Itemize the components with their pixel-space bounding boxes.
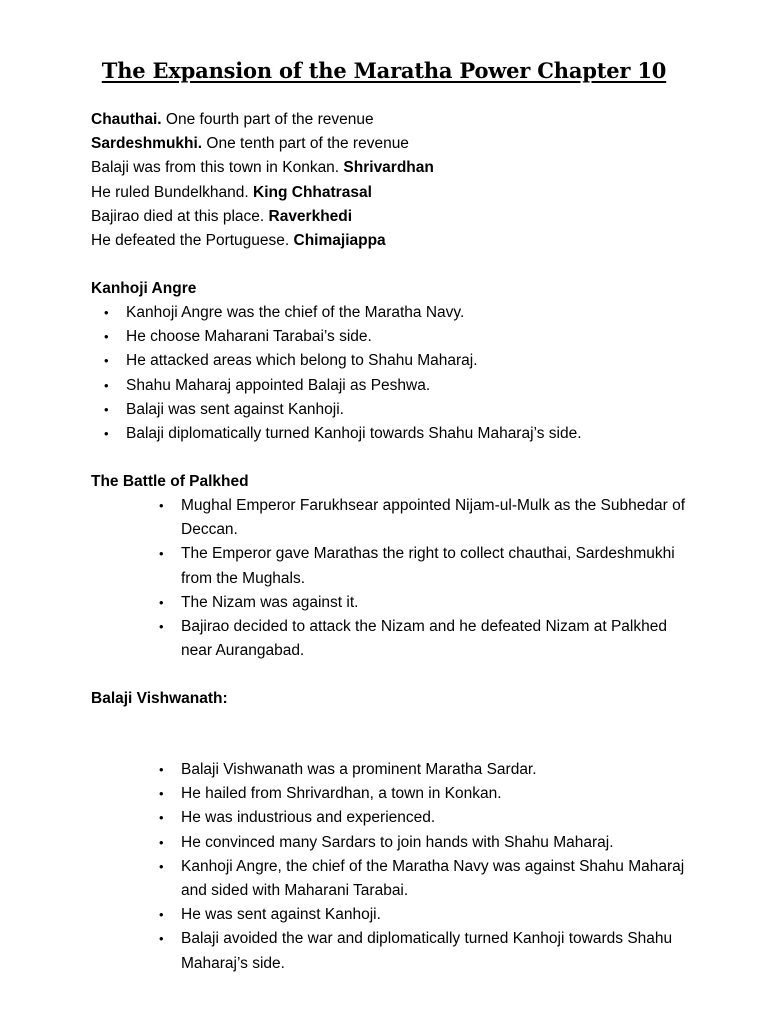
section-heading-balaji-vishwanath: Balaji Vishwanath: — [91, 690, 228, 707]
list-item-text: The Nizam was against it. — [181, 593, 359, 611]
balaji-vishwanath-list — [159, 758, 701, 976]
fact-answer: Raverkhedi — [268, 207, 353, 225]
bullet-icon: • — [104, 305, 109, 320]
bullet-icon: • — [159, 931, 164, 947]
fact-line — [91, 108, 731, 132]
list-item-text: The Emperor gave Marathas the right to collect chauthai, Sardeshmukhi from the Mughals. — [181, 545, 675, 587]
list-item — [104, 422, 736, 446]
list-item — [159, 615, 701, 663]
fact-definition: One tenth part of the revenue — [202, 135, 409, 153]
list-item — [104, 301, 736, 325]
page-title: The Expansion of the Maratha Power Chapter 10 — [101, 58, 667, 83]
fact-line — [91, 156, 731, 180]
list-item-text: Mughal Emperor Farukhsear appointed Nijam-ul-Mulk as the Subhedar of Deccan. — [181, 497, 685, 539]
list-item — [104, 374, 736, 398]
fact-line — [91, 205, 731, 229]
section-heading-battle-of-palkhed: The Battle of Palkhed — [91, 473, 249, 490]
fact-definition: One fourth part of the revenue — [161, 111, 374, 128]
fact-line — [91, 181, 731, 205]
fact-term: Sardeshmukhi. — [91, 135, 203, 153]
section-heading-kanhoji-angre: Kanhoji Angre — [91, 280, 197, 297]
list-item-text: Balaji Vishwanath was a prominent Maratha Sardar. — [181, 761, 537, 778]
bullet-icon: • — [159, 619, 164, 635]
list-item-text: Balaji diplomatically turned Kanhoji towards Shahu Maharaj’s side. — [126, 425, 582, 443]
bullet-icon: • — [159, 834, 164, 850]
fact-line — [91, 132, 731, 156]
bullet-icon: • — [104, 426, 109, 442]
fact-line — [91, 229, 731, 253]
bullet-icon: • — [159, 786, 164, 802]
fact-question: Balaji was from this town in Konkan. — [91, 159, 344, 177]
list-item — [159, 591, 701, 615]
quick-facts — [91, 108, 731, 253]
list-item-text: He attacked areas which belong to Shahu Maharaj. — [126, 352, 478, 370]
list-item — [104, 398, 736, 422]
list-item-text: Kanhoji Angre, the chief of the Maratha Navy was against Shahu Maharaj and sided with Maharani Tarabai. — [181, 857, 685, 900]
fact-question: He ruled Bundelkhand. — [91, 183, 254, 201]
fact-answer: Chimajiappa — [293, 231, 386, 249]
list-item — [159, 806, 701, 830]
list-item-text: Bajirao decided to attack the Nizam and he defeated Nizam at Palkhed near Aurangabad. — [181, 618, 667, 660]
fact-answer: King Chhatrasal — [253, 183, 372, 201]
list-item — [104, 349, 736, 373]
list-item — [159, 903, 701, 927]
bullet-icon: • — [159, 594, 164, 610]
bullet-icon: • — [159, 810, 164, 826]
fact-question: He defeated the Portuguese. — [91, 231, 294, 249]
list-item-text: Shahu Maharaj appointed Balaji as Peshwa. — [126, 376, 431, 394]
bullet-icon: • — [104, 401, 109, 417]
list-item — [159, 494, 701, 542]
bullet-icon: • — [104, 329, 109, 345]
bullet-icon: • — [159, 762, 164, 777]
fact-term: Chauthai. — [91, 111, 162, 128]
list-item-text: He was industrious and experienced. — [181, 809, 436, 827]
bullet-icon: • — [159, 546, 164, 562]
bullet-icon: • — [104, 377, 109, 393]
list-item-text: He choose Maharani Tarabai’s side. — [126, 328, 372, 346]
list-item — [104, 325, 736, 349]
fact-answer: Shrivardhan — [343, 159, 434, 177]
list-item — [159, 758, 701, 782]
battle-of-palkhed-list — [159, 494, 701, 663]
bullet-icon: • — [159, 498, 164, 513]
bullet-icon: • — [159, 858, 164, 874]
list-item — [159, 855, 701, 903]
fact-question: Bajirao died at this place. — [91, 207, 269, 225]
list-item — [159, 927, 701, 975]
bullet-icon: • — [104, 353, 109, 369]
bullet-icon: • — [159, 907, 164, 923]
kanhoji-angre-list — [104, 301, 736, 446]
list-item — [159, 542, 701, 590]
list-item — [159, 831, 701, 855]
list-item-text: Kanhoji Angre was the chief of the Maratha Navy. — [126, 304, 465, 321]
list-item-text: He hailed from Shrivardhan, a town in Konkan. — [181, 785, 502, 803]
list-item — [159, 782, 701, 806]
list-item-text: He was sent against Kanhoji. — [181, 906, 381, 924]
list-item-text: Balaji avoided the war and diplomatically turned Kanhoji towards Shahu Maharaj’s side. — [181, 930, 673, 972]
list-item-text: Balaji was sent against Kanhoji. — [126, 400, 344, 418]
list-item-text: He convinced many Sardars to join hands with Shahu Maharaj. — [181, 833, 614, 851]
